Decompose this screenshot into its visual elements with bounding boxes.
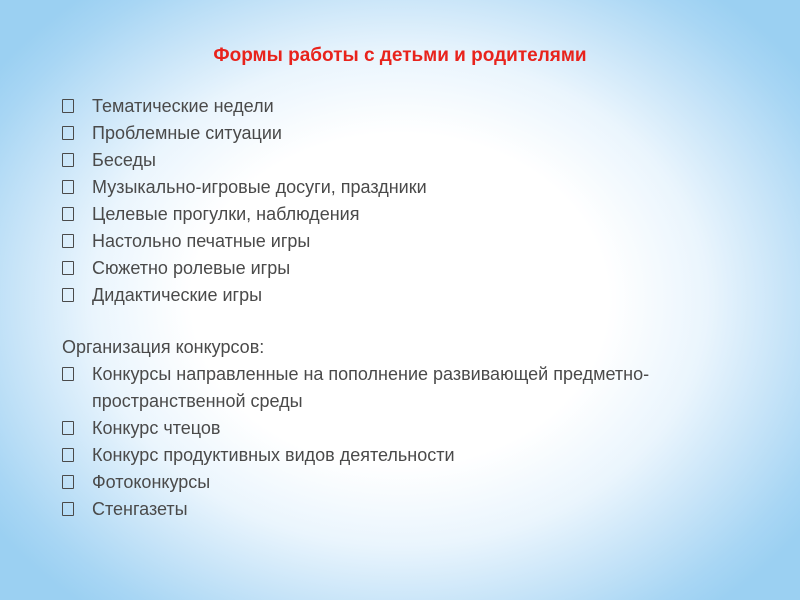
list-item-text: Музыкально-игровые досуги, праздники — [92, 177, 427, 197]
list-item-text: Настольно печатные игры — [92, 231, 311, 251]
list-item — [62, 496, 662, 523]
list-item-text: Конкурсы направленные на пополнение развивающей предметно-пространственной среды — [92, 364, 650, 411]
list-item — [62, 361, 662, 415]
square-bullet-icon — [62, 448, 74, 462]
slide-title: Формы работы с детьми и родителями — [213, 45, 587, 66]
forms-list — [62, 93, 427, 309]
list-item-text: Конкурс чтецов — [92, 418, 221, 438]
contests-list — [62, 361, 662, 523]
square-bullet-icon — [62, 234, 74, 248]
square-bullet-icon — [62, 288, 74, 302]
square-bullet-icon — [62, 153, 74, 167]
list-item-text: Стенгазеты — [92, 499, 188, 519]
square-bullet-icon — [62, 126, 74, 140]
list-item — [62, 201, 427, 228]
square-bullet-icon — [62, 502, 74, 516]
list-item — [62, 174, 427, 201]
square-bullet-icon — [62, 207, 74, 221]
list-item — [62, 147, 427, 174]
list-item — [62, 415, 662, 442]
square-bullet-icon — [62, 475, 74, 489]
list-item-text: Дидактические игры — [92, 285, 263, 305]
list-item — [62, 93, 427, 120]
square-bullet-icon — [62, 261, 74, 275]
list-item — [62, 120, 427, 147]
list-item — [62, 282, 427, 309]
list-item — [62, 228, 427, 255]
list-item — [62, 442, 662, 469]
square-bullet-icon — [62, 421, 74, 435]
list-item-text: Конкурс продуктивных видов деятельности — [92, 445, 455, 465]
list-item-text: Беседы — [92, 150, 156, 170]
square-bullet-icon — [62, 180, 74, 194]
list-item-text: Сюжетно ролевые игры — [92, 258, 291, 278]
list-item-text: Целевые прогулки, наблюдения — [92, 204, 360, 224]
list-item-text: Проблемные ситуации — [92, 123, 282, 143]
list-item — [62, 255, 427, 282]
contests-heading: Организация конкурсов: — [62, 337, 265, 357]
square-bullet-icon — [62, 99, 74, 113]
list-item-text: Тематические недели — [92, 96, 274, 116]
list-item-text: Фотоконкурсы — [92, 472, 211, 492]
list-item — [62, 469, 662, 496]
square-bullet-icon — [62, 367, 74, 381]
